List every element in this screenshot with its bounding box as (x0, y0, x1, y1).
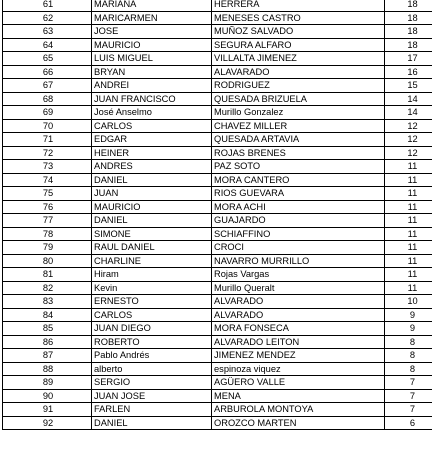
last-name-cell: RIOS GUEVARA (212, 187, 385, 201)
table-row (3, 11, 432, 25)
row-number-cell: 81 (3, 268, 92, 282)
last-name-cell: ROJAS BRENES (212, 146, 385, 160)
score-cell: 12 (385, 146, 432, 160)
last-name-cell: ALVARADO LEITON (212, 335, 385, 349)
score-cell: 9 (385, 322, 432, 336)
table-row (3, 376, 432, 390)
row-number-cell: 84 (3, 308, 92, 322)
score-cell: 11 (385, 254, 432, 268)
row-number-cell: 85 (3, 322, 92, 336)
first-name-cell: Hiram (92, 268, 212, 282)
first-name-cell: MARICARMEN (92, 11, 212, 25)
first-name-cell: CHARLINE (92, 254, 212, 268)
row-number-cell: 83 (3, 295, 92, 309)
last-name-cell: MORA CANTERO (212, 173, 385, 187)
row-number-cell: 82 (3, 281, 92, 295)
last-name-cell: SCHIAFFINO (212, 227, 385, 241)
row-number-cell: 87 (3, 349, 92, 363)
first-name-cell: MARIANA (92, 0, 212, 11)
last-name-cell: MORA FONSECA (212, 322, 385, 336)
first-name-cell: ANDRES (92, 160, 212, 174)
first-name-cell: LUIS MIGUEL (92, 52, 212, 66)
last-name-cell: CROCI (212, 241, 385, 255)
score-cell: 12 (385, 133, 432, 147)
last-name-cell: Murillo Queralt (212, 281, 385, 295)
table-row (3, 25, 432, 39)
table-row (3, 308, 432, 322)
table-row (3, 335, 432, 349)
last-name-cell: RODRIGUEZ (212, 79, 385, 93)
ranking-table-body (3, 0, 432, 430)
score-cell: 8 (385, 362, 432, 376)
table-row (3, 52, 432, 66)
first-name-cell: EDGAR (92, 133, 212, 147)
row-number-cell: 88 (3, 362, 92, 376)
last-name-cell: VILLALTA JIMENEZ (212, 52, 385, 66)
score-cell: 11 (385, 187, 432, 201)
first-name-cell: José Anselmo (92, 106, 212, 120)
row-number-cell: 78 (3, 227, 92, 241)
last-name-cell: SEGURA ALFARO (212, 38, 385, 52)
last-name-cell: Murillo Gonzalez (212, 106, 385, 120)
table-row (3, 362, 432, 376)
table-row (3, 254, 432, 268)
last-name-cell: JIMENEZ MENDEZ (212, 349, 385, 363)
first-name-cell: CARLOS (92, 308, 212, 322)
first-name-cell: CARLOS (92, 119, 212, 133)
score-cell: 15 (385, 79, 432, 93)
table-row (3, 119, 432, 133)
table-row (3, 187, 432, 201)
row-number-cell: 72 (3, 146, 92, 160)
last-name-cell: MENA (212, 389, 385, 403)
table-row (3, 92, 432, 106)
score-cell: 17 (385, 52, 432, 66)
row-number-cell: 71 (3, 133, 92, 147)
last-name-cell: espinoza viquez (212, 362, 385, 376)
score-cell: 18 (385, 11, 432, 25)
table-row (3, 416, 432, 430)
table-row (3, 227, 432, 241)
last-name-cell: ARBUROLA MONTOYA (212, 403, 385, 417)
table-row (3, 281, 432, 295)
score-cell: 11 (385, 214, 432, 228)
score-cell: 14 (385, 92, 432, 106)
score-cell: 7 (385, 376, 432, 390)
table-row (3, 349, 432, 363)
row-number-cell: 86 (3, 335, 92, 349)
first-name-cell: HEINER (92, 146, 212, 160)
last-name-cell: NAVARRO MURRILLO (212, 254, 385, 268)
first-name-cell: ROBERTO (92, 335, 212, 349)
last-name-cell: MORA ACHI (212, 200, 385, 214)
row-number-cell: 92 (3, 416, 92, 430)
row-number-cell: 62 (3, 11, 92, 25)
table-row (3, 146, 432, 160)
last-name-cell: AGÜERO VALLE (212, 376, 385, 390)
first-name-cell: Kevin (92, 281, 212, 295)
row-number-cell: 75 (3, 187, 92, 201)
first-name-cell: DANIEL (92, 214, 212, 228)
score-cell: 18 (385, 25, 432, 39)
last-name-cell: QUESADA ARTAVIA (212, 133, 385, 147)
score-cell: 10 (385, 295, 432, 309)
last-name-cell: GUAJARDO (212, 214, 385, 228)
first-name-cell: MAURICIO (92, 38, 212, 52)
row-number-cell: 76 (3, 200, 92, 214)
row-number-cell: 73 (3, 160, 92, 174)
row-number-cell: 66 (3, 65, 92, 79)
first-name-cell: Pablo Andrés (92, 349, 212, 363)
last-name-cell: OROZCO MARTEN (212, 416, 385, 430)
row-number-cell: 90 (3, 389, 92, 403)
first-name-cell: JUAN JOSE (92, 389, 212, 403)
score-cell: 11 (385, 160, 432, 174)
score-cell: 14 (385, 106, 432, 120)
row-number-cell: 67 (3, 79, 92, 93)
table-row (3, 268, 432, 282)
row-number-cell: 68 (3, 92, 92, 106)
score-cell: 11 (385, 173, 432, 187)
row-number-cell: 79 (3, 241, 92, 255)
first-name-cell: JUAN FRANCISCO (92, 92, 212, 106)
row-number-cell: 80 (3, 254, 92, 268)
table-row (3, 173, 432, 187)
row-number-cell: 77 (3, 214, 92, 228)
row-number-cell: 74 (3, 173, 92, 187)
score-cell: 16 (385, 65, 432, 79)
first-name-cell: DANIEL (92, 173, 212, 187)
table-row (3, 106, 432, 120)
score-cell: 7 (385, 389, 432, 403)
score-cell: 7 (385, 403, 432, 417)
score-cell: 11 (385, 268, 432, 282)
last-name-cell: Rojas Vargas (212, 268, 385, 282)
score-cell: 8 (385, 335, 432, 349)
table-row (3, 65, 432, 79)
first-name-cell: JUAN DIEGO (92, 322, 212, 336)
table-row (3, 295, 432, 309)
first-name-cell: ERNESTO (92, 295, 212, 309)
score-cell: 11 (385, 241, 432, 255)
last-name-cell: MUÑOZ SALVADO (212, 25, 385, 39)
table-row (3, 79, 432, 93)
first-name-cell: RAUL DANIEL (92, 241, 212, 255)
last-name-cell: ALVARADO (212, 295, 385, 309)
first-name-cell: BRYAN (92, 65, 212, 79)
score-cell: 9 (385, 308, 432, 322)
row-number-cell: 69 (3, 106, 92, 120)
table-row (3, 241, 432, 255)
score-cell: 8 (385, 349, 432, 363)
row-number-cell: 70 (3, 119, 92, 133)
row-number-cell: 91 (3, 403, 92, 417)
first-name-cell: JOSE (92, 25, 212, 39)
row-number-cell: 89 (3, 376, 92, 390)
last-name-cell: CHAVEZ MILLER (212, 119, 385, 133)
last-name-cell: ALVARADO (212, 308, 385, 322)
first-name-cell: ANDREI (92, 79, 212, 93)
table-row (3, 200, 432, 214)
row-number-cell: 64 (3, 38, 92, 52)
first-name-cell: FARLEN (92, 403, 212, 417)
last-name-cell: QUESADA BRIZUELA (212, 92, 385, 106)
score-cell: 18 (385, 38, 432, 52)
row-number-cell: 65 (3, 52, 92, 66)
score-cell: 18 (385, 0, 432, 11)
table-row (3, 214, 432, 228)
first-name-cell: alberto (92, 362, 212, 376)
ranking-table (2, 0, 432, 430)
score-cell: 11 (385, 200, 432, 214)
table-row (3, 403, 432, 417)
last-name-cell: PAZ SOTO (212, 160, 385, 174)
first-name-cell: SIMONE (92, 227, 212, 241)
row-number-cell: 63 (3, 25, 92, 39)
score-cell: 11 (385, 227, 432, 241)
first-name-cell: MAURICIO (92, 200, 212, 214)
table-row (3, 38, 432, 52)
last-name-cell: HERRERA (212, 0, 385, 11)
table-row (3, 133, 432, 147)
last-name-cell: ALAVARADO (212, 65, 385, 79)
score-cell: 6 (385, 416, 432, 430)
score-cell: 12 (385, 119, 432, 133)
row-number-cell: 61 (3, 0, 92, 11)
first-name-cell: DANIEL (92, 416, 212, 430)
first-name-cell: JUAN (92, 187, 212, 201)
table-row (3, 389, 432, 403)
table-row (3, 160, 432, 174)
table-row (3, 322, 432, 336)
table-row (3, 0, 432, 11)
last-name-cell: MENESES CASTRO (212, 11, 385, 25)
first-name-cell: SERGIO (92, 376, 212, 390)
score-cell: 11 (385, 281, 432, 295)
